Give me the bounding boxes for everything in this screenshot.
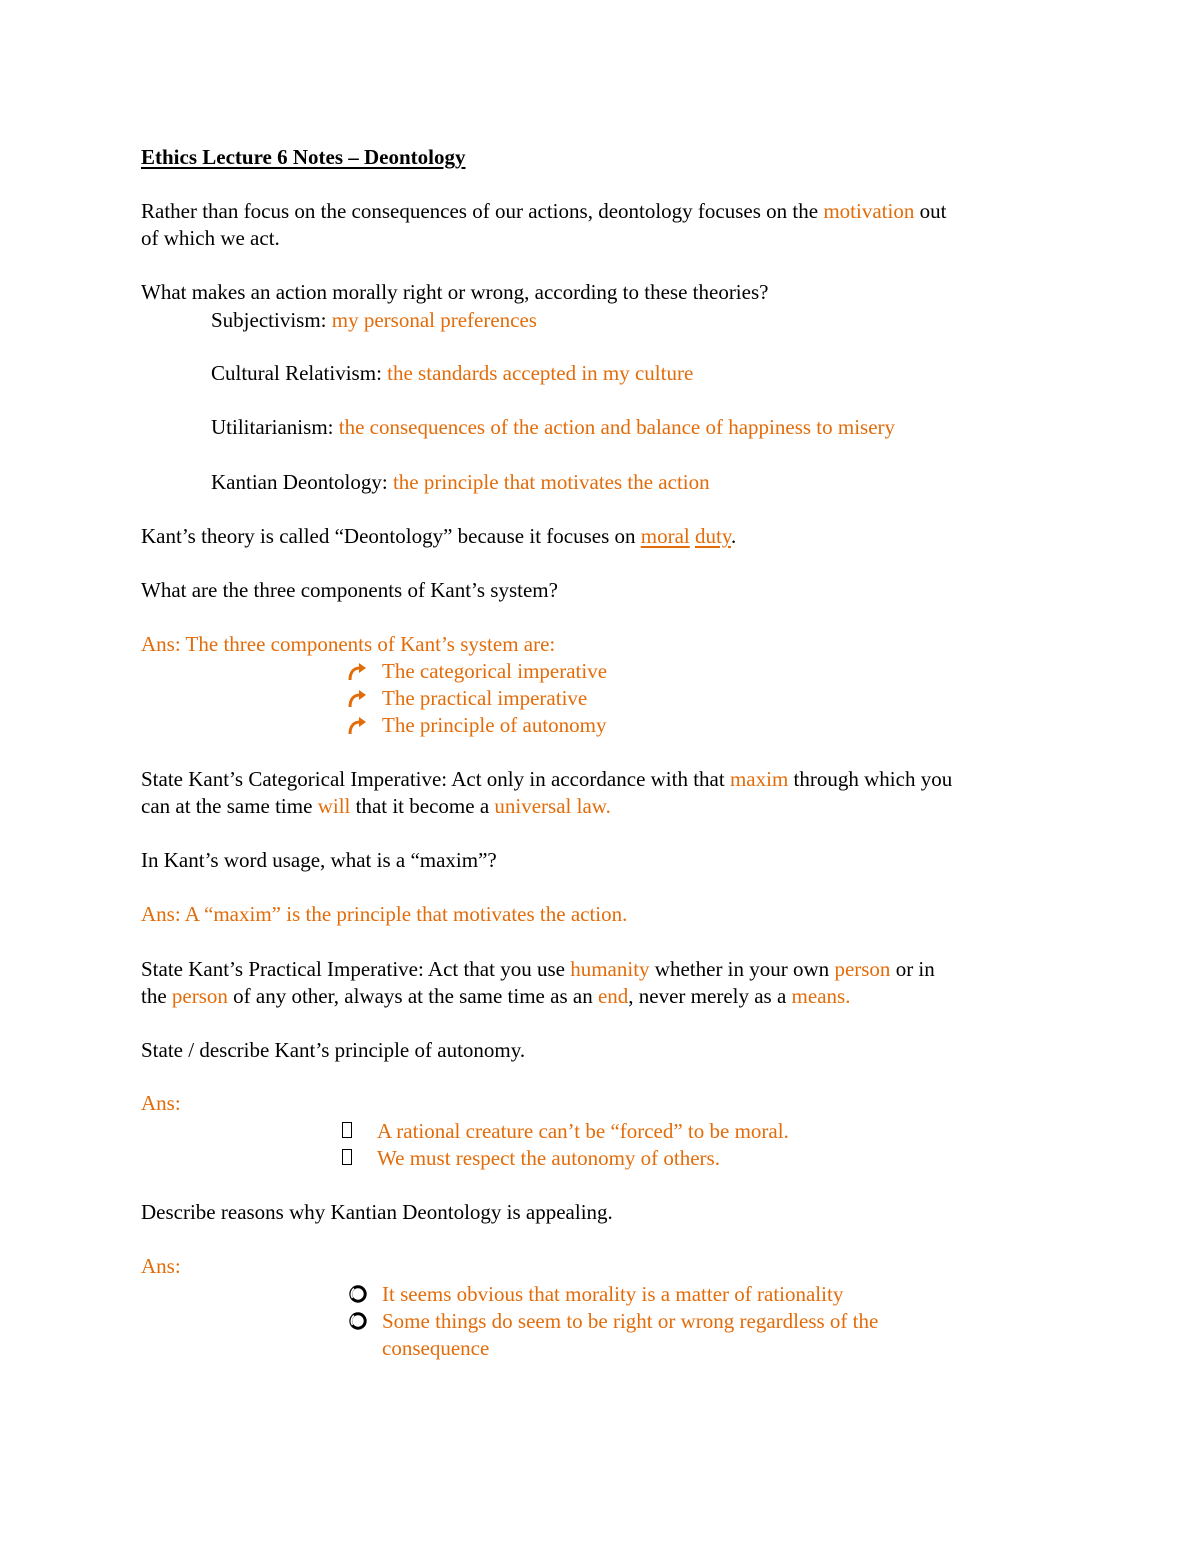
curved-arrow-icon — [347, 686, 369, 712]
theory-label: Utilitarianism: — [211, 415, 339, 439]
answer-word: universal law — [494, 794, 606, 818]
intro-text: out — [914, 199, 947, 223]
question-text: In Kant’s word usage, what is a “maxim”? — [141, 848, 497, 872]
theory-answer: the consequences of the action and balance of happiness to misery — [338, 415, 896, 439]
sentence-text: State Kant’s Categorical Imperative: Act only in accordance with that — [141, 767, 730, 791]
theory-answer: my personal preferences — [331, 308, 537, 332]
curved-arrow-icon — [347, 659, 369, 685]
question-text: State / describe Kant’s principle of autonomy. — [141, 1038, 526, 1062]
sentence-text: or in — [890, 957, 935, 981]
sentence-text: Kant’s theory is called “Deontology” because it focuses on — [141, 524, 641, 548]
sentence-text: whether in your own — [649, 957, 835, 981]
circle-icon — [348, 1284, 368, 1304]
sentence-text: can at the same time — [141, 794, 318, 818]
page-title: Ethics Lecture 6 Notes – Deontology — [141, 145, 466, 169]
answer-label: Ans: — [141, 1091, 181, 1115]
answer-word: means — [791, 984, 846, 1008]
answer-word: . — [845, 984, 851, 1008]
answer-word: maxim — [729, 767, 789, 791]
sentence-text: . — [730, 524, 737, 548]
answer-word-moral: moral — [640, 524, 690, 548]
sentence-text: the — [141, 984, 172, 1008]
categorical-imperative-line-2 — [141, 793, 611, 819]
deontology-sentence — [141, 523, 736, 549]
answer-label: Ans: — [141, 1254, 181, 1278]
answer-text: Ans: A “maxim” is the principle that motivates the action. — [141, 902, 628, 926]
component-item: The practical imperative — [382, 686, 588, 710]
answer-word: will — [317, 794, 351, 818]
question-text: What are the three components of Kant’s system? — [141, 578, 558, 602]
intro-highlight: motivation — [823, 199, 915, 223]
intro-line-2: of which we act. — [141, 226, 280, 250]
intro-line-1 — [141, 198, 946, 224]
answer-word: end — [597, 984, 629, 1008]
theory-item — [211, 414, 895, 440]
answer-word: . — [605, 794, 611, 818]
box-icon — [342, 1149, 352, 1165]
practical-imperative-line-2 — [141, 983, 850, 1009]
answer-word: humanity — [570, 957, 650, 981]
curved-arrow-icon — [347, 713, 369, 739]
intro-text: Rather than focus on the consequences of our actions, deontology focuses on the — [141, 199, 824, 223]
answer-word-duty: duty — [695, 524, 731, 548]
practical-imperative-line-1 — [141, 956, 935, 982]
question-text: Describe reasons why Kantian Deontology is appealing. — [141, 1200, 613, 1224]
sentence-text: State Kant’s Practical Imperative: Act that you use — [141, 957, 571, 981]
categorical-imperative-line-1 — [141, 766, 952, 792]
theory-answer: the principle that motivates the action — [392, 470, 710, 494]
theory-label: Subjectivism: — [211, 308, 332, 332]
circle-icon — [348, 1311, 368, 1331]
component-item: The categorical imperative — [382, 659, 608, 683]
answer-word: person — [171, 984, 228, 1008]
answer-text: Ans: The three components of Kant’s system are: — [141, 632, 556, 656]
sentence-text: that it become a — [350, 794, 495, 818]
sentence-text: , never merely as a — [628, 984, 792, 1008]
theory-answer: the standards accepted in my culture — [387, 361, 694, 385]
component-item: The principle of autonomy — [382, 713, 607, 737]
sentence-text: through which you — [788, 767, 953, 791]
theory-item — [211, 307, 537, 333]
autonomy-item: We must respect the autonomy of others. — [377, 1146, 720, 1170]
appeal-item: It seems obvious that morality is a matter of rationality — [382, 1282, 844, 1306]
appeal-item-continued: consequence — [382, 1336, 490, 1360]
theory-item — [211, 469, 710, 495]
theory-label: Cultural Relativism: — [211, 361, 388, 385]
theory-label: Kantian Deontology: — [211, 470, 393, 494]
box-icon — [342, 1122, 352, 1138]
appeal-item: Some things do seem to be right or wrong regardless of the — [382, 1309, 879, 1333]
theory-item — [211, 360, 693, 386]
autonomy-item: A rational creature can’t be “forced” to be moral. — [377, 1119, 789, 1143]
sentence-text: of any other, always at the same time as an — [227, 984, 598, 1008]
answer-word: person — [834, 957, 891, 981]
question-text: What makes an action morally right or wrong, according to these theories? — [141, 280, 769, 304]
